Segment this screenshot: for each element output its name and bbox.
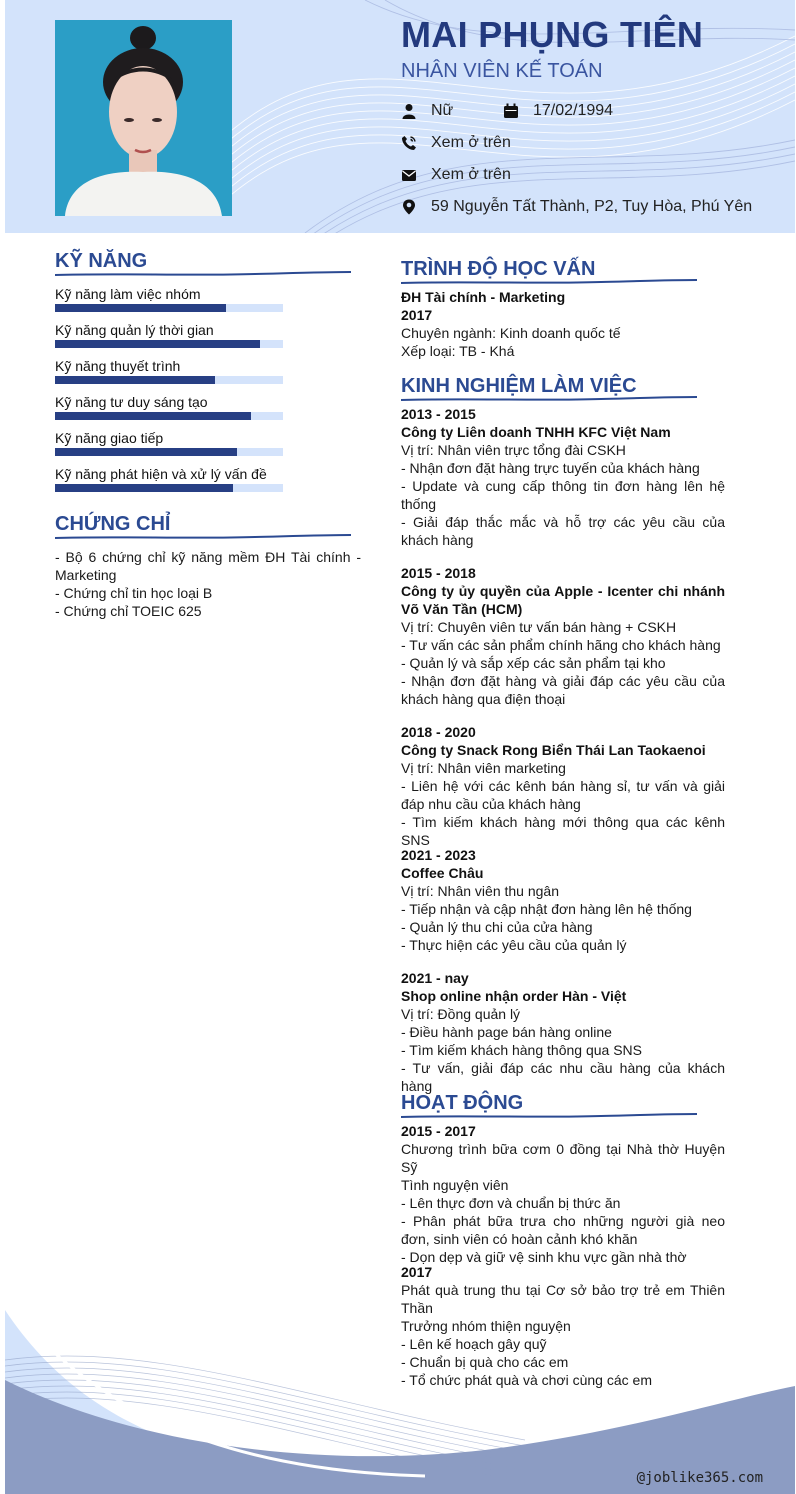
skill-item <box>55 286 283 312</box>
entry-period: 2015 - 2018 <box>401 565 476 581</box>
experience-entry <box>401 846 725 954</box>
skill-item <box>55 394 283 420</box>
candidate-name: MAI PHỤNG TIÊN <box>401 14 704 55</box>
entry-organization: Công ty ủy quyền của Apple - Icenter chi nhánh Võ Văn Tần (HCM) <box>401 583 725 617</box>
entry-line: - Quản lý và sắp xếp các sản phẩm tại kho <box>401 655 666 671</box>
contact-row-address <box>401 196 752 218</box>
skill-item <box>55 466 283 492</box>
skill-label: Kỹ năng phát hiện và xử lý vấn đề <box>55 466 267 482</box>
entry-line: - Tư vấn các sản phẩm chính hãng cho khách hàng <box>401 637 721 653</box>
entry-line: - Quản lý thu chi của cửa hàng <box>401 919 593 935</box>
education-heading: TRÌNH ĐỘ HỌC VẤN <box>401 258 596 280</box>
entry-line: Vị trí: Nhân viên thu ngân <box>401 883 559 899</box>
contact-row-phone <box>401 132 511 154</box>
cv-page <box>5 0 795 1494</box>
entry-period: 2013 - 2015 <box>401 406 476 422</box>
skill-bar <box>55 340 283 348</box>
skill-label: Kỹ năng tư duy sáng tạo <box>55 394 208 410</box>
entry-line: Chương trình bữa cơm 0 đồng tại Nhà thờ Huyện Sỹ <box>401 1141 725 1175</box>
entry-organization: Coffee Châu <box>401 865 484 881</box>
entry-line: - Liên hệ với các kênh bán hàng sỉ, tư vấn và giải đáp nhu cầu của khách hàng <box>401 778 725 812</box>
entry-line: - Giải đáp thắc mắc và hỗ trợ các yêu cầu của khách hàng <box>401 514 725 548</box>
entry-line: - Tổ chức phát quà và chơi cùng các em <box>401 1372 652 1388</box>
education-year: 2017 <box>401 307 433 323</box>
birthday-text: 17/02/1994 <box>533 102 614 119</box>
skills-heading: KỸ NĂNG <box>55 250 148 272</box>
skill-label: Kỹ năng giao tiếp <box>55 430 164 446</box>
entry-line: Vị trí: Đồng quản lý <box>401 1006 521 1022</box>
skill-item <box>55 358 283 384</box>
skills-heading-underline <box>55 271 351 277</box>
contact-row-personal <box>401 100 613 122</box>
candidate-title: NHÂN VIÊN KẾ TOÁN <box>401 60 603 82</box>
phone-text: Xem ở trên <box>431 134 511 151</box>
skill-label: Kỹ năng thuyết trình <box>55 358 181 374</box>
skill-label: Kỹ năng quản lý thời gian <box>55 322 214 338</box>
contact-row-email <box>401 164 511 186</box>
activity-entry <box>401 1122 725 1266</box>
user-icon <box>401 103 417 119</box>
activities-heading: HOẠT ĐỘNG <box>401 1092 524 1114</box>
birthday-item <box>503 102 613 120</box>
entry-line: - Phân phát bữa trưa cho những người già neo đơn, sinh viên có hoàn cảnh khó khăn <box>401 1213 725 1247</box>
education-block <box>401 288 725 360</box>
skill-bar <box>55 412 283 420</box>
education-school: ĐH Tài chính - Marketing <box>401 289 566 305</box>
entry-organization: Công ty Snack Rong Biển Thái Lan Taokaenoi <box>401 742 706 758</box>
entry-period: 2015 - 2017 <box>401 1123 476 1139</box>
header <box>5 0 795 233</box>
skill-item <box>55 322 283 348</box>
entry-line: - Tìm kiếm khách hàng thông qua SNS <box>401 1042 642 1058</box>
skill-bar <box>55 376 283 384</box>
entry-period: 2021 - nay <box>401 970 469 986</box>
entry-line: - Tiếp nhận và cập nhật đơn hàng lên hệ thống <box>401 901 692 917</box>
entry-line: Vị trí: Nhân viên marketing <box>401 760 566 776</box>
entry-line: - Điều hành page bán hàng online <box>401 1024 612 1040</box>
address-text: 59 Nguyễn Tất Thành, P2, Tuy Hòa, Phú Yên <box>431 198 753 215</box>
entry-line: Vị trí: Chuyên viên tư vấn bán hàng + CSKH <box>401 619 677 635</box>
certificate-item: - Chứng chỉ TOEIC 625 <box>55 603 202 619</box>
activities-heading-underline <box>401 1113 697 1119</box>
experience-entry <box>401 564 725 708</box>
entry-line: Vị trí: Nhân viên trực tổng đài CSKH <box>401 442 626 458</box>
entry-line: - Lên thực đơn và chuẩn bị thức ăn <box>401 1195 621 1211</box>
entry-line: - Tư vấn, giải đáp các nhu cầu hàng của khách hàng <box>401 1060 725 1094</box>
profile-photo <box>55 20 232 216</box>
experience-entry <box>401 969 725 1095</box>
entry-period: 2017 <box>401 1264 433 1280</box>
certificates-heading-underline <box>55 534 351 540</box>
entry-line: - Nhận đơn đặt hàng và giải đáp các yêu cầu của khách hàng qua điện thoại <box>401 673 725 707</box>
certificates-heading: CHỨNG CHỈ <box>55 513 171 535</box>
skill-bar-fill <box>55 484 233 492</box>
entry-line: - Dọn dẹp và giữ vệ sinh khu vực gần nhà thờ <box>401 1249 687 1265</box>
activity-entry <box>401 1263 725 1389</box>
skill-label: Kỹ năng làm việc nhóm <box>55 286 201 302</box>
skill-bar-fill <box>55 412 251 420</box>
entry-line: Tình nguyện viên <box>401 1177 509 1193</box>
entry-line: Phát quà trung thu tại Cơ sở bảo trợ trẻ em Thiên Thần <box>401 1282 725 1316</box>
email-icon <box>401 167 417 183</box>
entry-line: - Update và cung cấp thông tin đơn hàng lên hệ thống <box>401 478 725 512</box>
skill-item <box>55 430 283 456</box>
certificates-list <box>55 548 361 620</box>
entry-period: 2021 - 2023 <box>401 847 476 863</box>
certificate-item: - Chứng chỉ tin học loại B <box>55 585 213 601</box>
skill-bar-fill <box>55 304 226 312</box>
education-heading-underline <box>401 279 697 285</box>
experience-entry <box>401 405 725 549</box>
entry-line: - Chuẩn bị quà cho các em <box>401 1354 569 1370</box>
location-icon <box>401 199 417 215</box>
experience-heading: KINH NGHIỆM LÀM VIỆC <box>401 375 637 397</box>
gender-text: Nữ <box>431 102 454 119</box>
phone-icon <box>401 135 417 151</box>
gender-item <box>401 102 503 120</box>
experience-entry <box>401 723 725 849</box>
entry-organization: Công ty Liên doanh TNHH KFC Việt Nam <box>401 424 671 440</box>
entry-line: - Nhận đơn đặt hàng trực tuyến của khách hàng <box>401 460 700 476</box>
skill-bar <box>55 448 283 456</box>
education-grade: Xếp loại: TB - Khá <box>401 343 515 359</box>
experience-heading-underline <box>401 396 697 402</box>
skill-bar-fill <box>55 448 237 456</box>
entry-line: Trưởng nhóm thiện nguyện <box>401 1318 571 1334</box>
entry-line: - Lên kế hoạch gây quỹ <box>401 1336 547 1352</box>
skill-bar-fill <box>55 376 215 384</box>
email-text: Xem ở trên <box>431 166 511 183</box>
skill-bar-fill <box>55 340 260 348</box>
entry-period: 2018 - 2020 <box>401 724 476 740</box>
entry-organization: Shop online nhận order Hàn - Việt <box>401 988 627 1004</box>
skill-bar <box>55 484 283 492</box>
calendar-icon <box>503 103 519 119</box>
footer-handle: @joblike365.com <box>636 1470 763 1486</box>
entry-line: - Tìm kiếm khách hàng mới thông qua các kênh SNS <box>401 814 725 848</box>
entry-line: - Thực hiện các yêu cầu của quản lý <box>401 937 627 953</box>
education-major: Chuyên ngành: Kinh doanh quốc tế <box>401 325 621 341</box>
skill-bar <box>55 304 283 312</box>
certificate-item: - Bộ 6 chứng chỉ kỹ năng mềm ĐH Tài chính - Marketing <box>55 549 361 583</box>
